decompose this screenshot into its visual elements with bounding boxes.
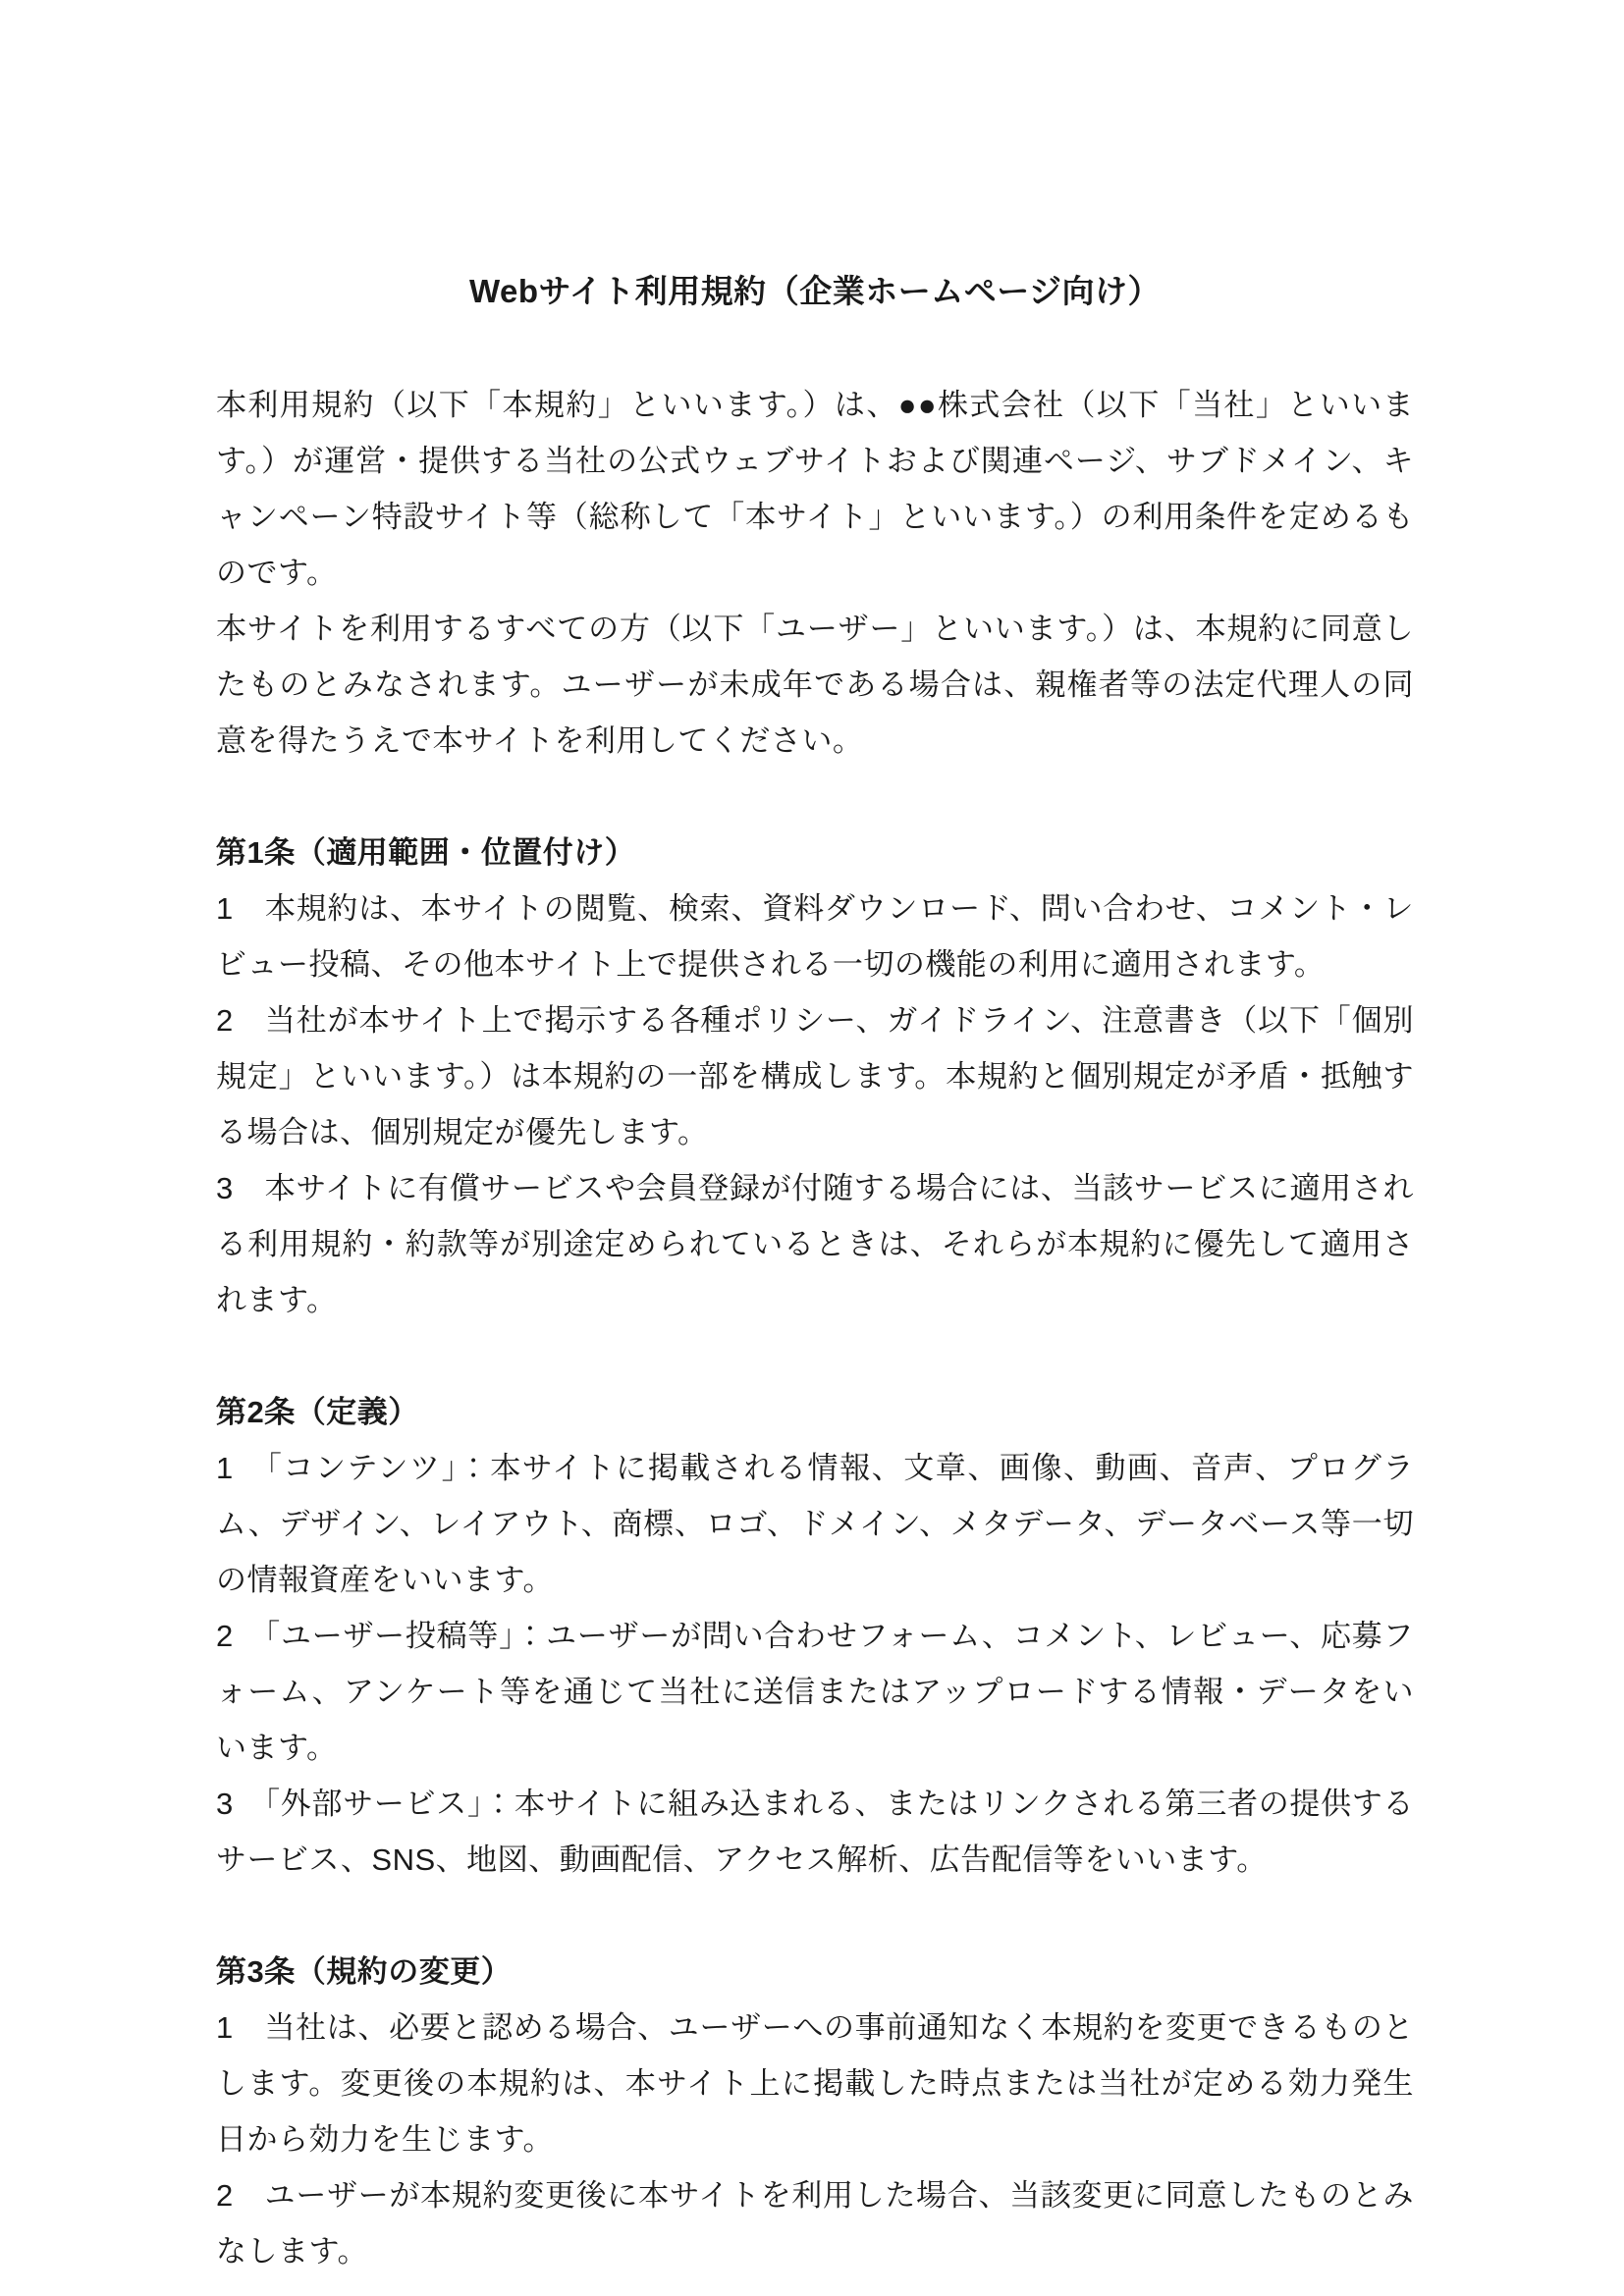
intro-paragraph-1: 本利用規約（以下「本規約」といいます。）は、●●株式会社（以下「当社」といいます。）が運営・提供する当社の公式ウェブサイトおよび関連ページ、サブドメイン、キャンペーン特設サイト等（総称して「本サイト」といいます。）の利用条件を定めるものです。 <box>216 388 1414 590</box>
section-article-1 <box>216 825 1414 1328</box>
article-3-heading: 第3条（規約の変更） <box>216 1954 513 1989</box>
article-1-heading: 第1条（適用範囲・位置付け） <box>216 835 636 870</box>
article-2-item-2: 2 「ユーザー投稿等」：ユーザーが問い合わせフォーム、コメント、レビュー、応募フォーム、アンケート等を通じて当社に送信またはアップロードする情報・データをいいます。 <box>216 1619 1414 1765</box>
article-2-item-3: 3 「外部サービス」：本サイトに組み込まれる、またはリンクされる第三者の提供するサービス、SNS、地図、動画配信、アクセス解析、広告配信等をいいます。 <box>216 1787 1414 1877</box>
intro-paragraph-2: 本サイトを利用するすべての方（以下「ユーザー」といいます。）は、本規約に同意したものとみなされます。ユーザーが未成年である場合は、親権者等の法定代理人の同意を得たうえで本サイトを利用してください。 <box>216 612 1414 758</box>
section-article-2 <box>216 1384 1414 1888</box>
article-2-item-1: 1 「コンテンツ」：本サイトに掲載される情報、文章、画像、動画、音声、プログラム、デザイン、レイアウト、商標、ロゴ、ドメイン、メタデータ、データベース等一切の情報資産をいいます。 <box>216 1451 1414 1597</box>
section-article-3 <box>216 1944 1414 2279</box>
article-1-item-2: 2 当社が本サイト上で掲示する各種ポリシー、ガイドライン、注意書き（以下「個別規定」といいます。）は本規約の一部を構成します。本規約と個別規定が矛盾・抵触する場合は、個別規定が優先します。 <box>216 1003 1414 1149</box>
article-1-item-3: 3 本サイトに有償サービスや会員登録が付随する場合には、当該サービスに適用される利用規約・約款等が別途定められているときは、それらが本規約に優先して適用されます。 <box>216 1171 1414 1317</box>
article-3-item-1: 1 当社は、必要と認める場合、ユーザーへの事前通知なく本規約を変更できるものとします。変更後の本規約は、本サイト上に掲載した時点または当社が定める効力発生日から効力を生じます。 <box>216 2010 1414 2157</box>
article-2-heading: 第2条（定義） <box>216 1395 419 1429</box>
document-title: Webサイト利用規約（企業ホームページ向け） <box>468 273 1162 309</box>
article-3-item-2: 2 ユーザーが本規約変更後に本サイトを利用した場合、当該変更に同意したものとみなします。 <box>216 2178 1414 2269</box>
intro-block <box>216 377 1414 769</box>
article-1-item-1: 1 本規約は、本サイトの閲覧、検索、資料ダウンロード、問い合わせ、コメント・レビュー投稿、その他本サイト上で提供される一切の機能の利用に適用されます。 <box>216 891 1414 982</box>
